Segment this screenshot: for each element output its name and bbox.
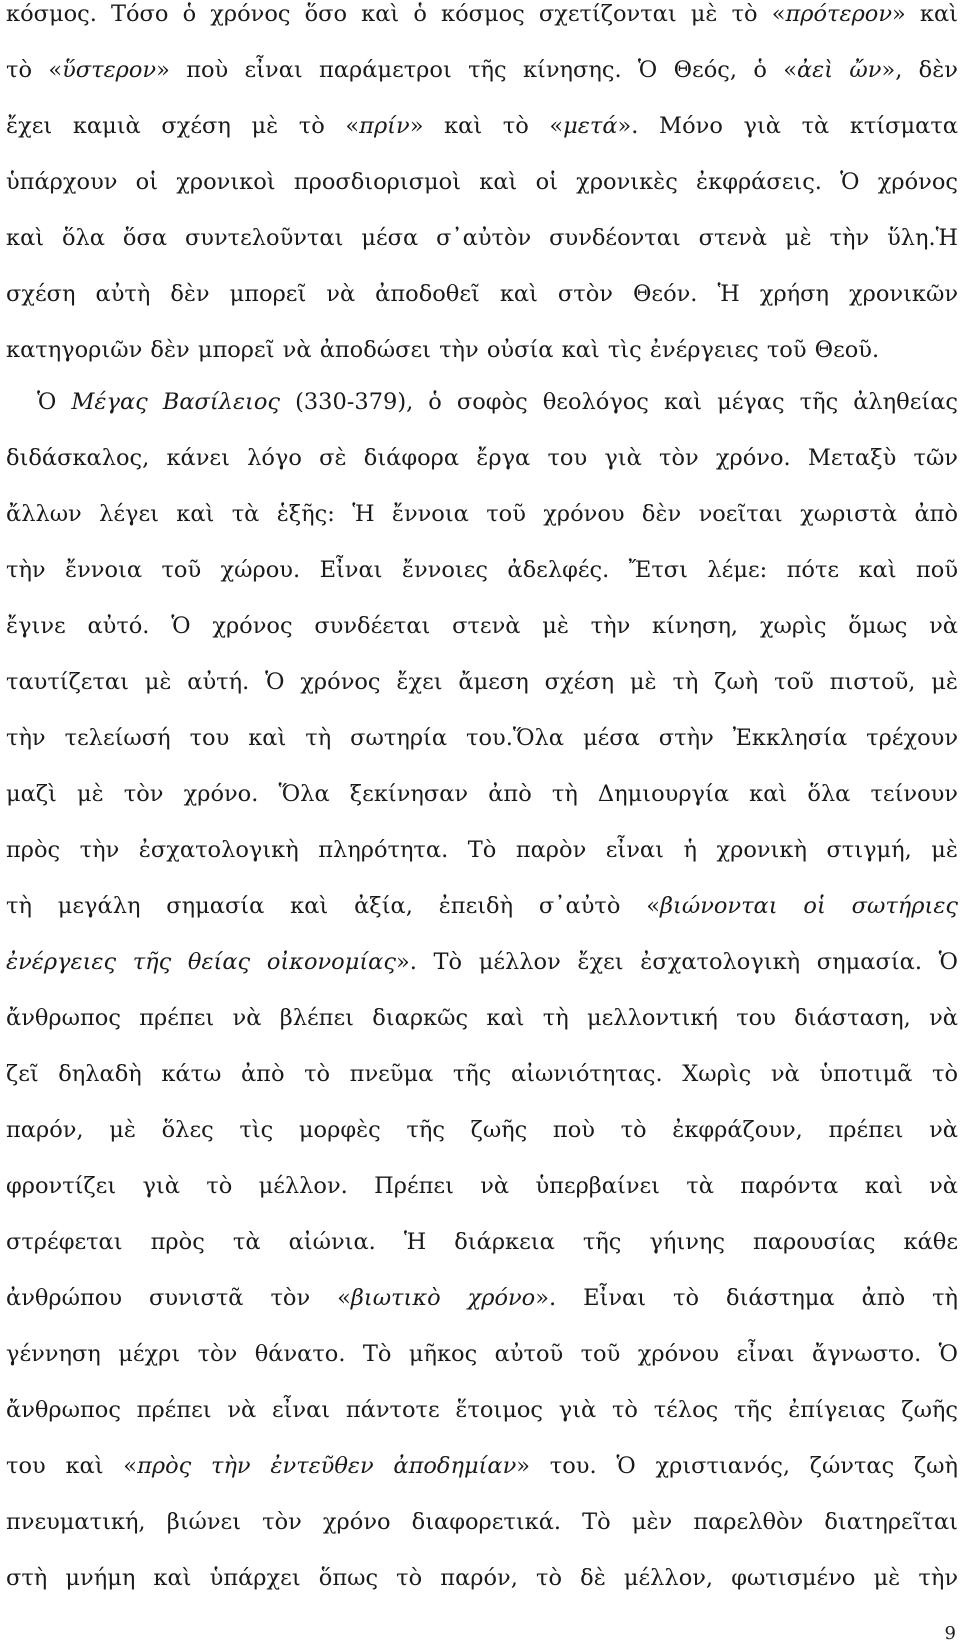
- text-run: τὸ «: [6, 57, 63, 83]
- text-run: ἔγινε αὐτό. Ὁ χρόνος συνδέεται στενὰ μὲ τὴν κίνηση, χωρὶς ὅμως νὰ: [6, 613, 958, 639]
- text-run: ». Τὸ μέλλον ἔχει ἐσχατολογικὴ σημασία. Ὁ: [395, 949, 958, 975]
- text-line: [6, 1396, 958, 1452]
- text-line: [6, 388, 958, 444]
- text-line: [6, 668, 958, 724]
- italic-text-run: Μέγας Βασίλειος: [71, 389, 281, 415]
- text-line: [6, 1284, 958, 1340]
- text-line: [6, 0, 958, 56]
- italic-text-run: ὕστερον: [62, 57, 157, 83]
- text-run: ἄνθρωπος πρέπει νὰ βλέπει διαρκῶς καὶ τὴ μελλοντική του διάσταση, νὰ: [6, 1005, 958, 1031]
- text-line: [6, 1116, 958, 1172]
- text-line: [6, 1172, 958, 1228]
- text-run: κόσμος. Τόσο ὁ χρόνος ὅσο καὶ ὁ κόσμος σχετίζονται μὲ τὸ «: [6, 1, 786, 27]
- text-run: τὴ μεγάλη σημασία καὶ ἀξία, ἐπειδὴ σ᾽αὐτὸ «: [6, 893, 661, 919]
- text-run: γέννηση μέχρι τὸν θάνατο. Τὸ μῆκος αὐτοῦ τοῦ χρόνου εἶναι ἄγνωστο. Ὁ: [6, 1341, 958, 1367]
- italic-text-run: ἀεὶ ὤν: [796, 57, 882, 83]
- text-line: [6, 224, 958, 280]
- text-line: [6, 892, 958, 948]
- text-run: παρόν, μὲ ὅλες τὶς μορφὲς τῆς ζωῆς ποὺ τὸ ἐκφράζουν, πρέπει νὰ: [6, 1117, 958, 1143]
- text-run: ζεῖ δηλαδὴ κάτω ἀπὸ τὸ πνεῦμα τῆς αἰωνιότητας. Χωρὶς νὰ ὑποτιμᾶ τὸ: [6, 1061, 958, 1087]
- italic-text-run: πρὸς τὴν ἐντεῦθεν ἀποδημίαν: [137, 1453, 517, 1479]
- text-line: [6, 1564, 958, 1620]
- text-line: [6, 556, 958, 612]
- italic-text-run: μετά: [563, 113, 618, 139]
- text-line: [6, 112, 958, 168]
- text-run: στὴ μνήμη καὶ ὑπάρχει ὅπως τὸ παρόν, τὸ δὲ μέλλον, φωτισμένο μὲ τὴν: [6, 1565, 958, 1591]
- text-run: τὴν ἔννοια τοῦ χώρου. Εἶναι ἔννοιες ἀδελφές. Ἔτσι λέμε: πότε καὶ ποῦ: [6, 557, 958, 583]
- text-run: ἔχει καμιὰ σχέση μὲ τὸ «: [6, 113, 360, 139]
- text-line: [6, 612, 958, 668]
- text-line: [6, 336, 958, 392]
- text-run: ἄνθρωπος πρέπει νὰ εἶναι πάντοτε ἕτοιμος γιὰ τὸ τέλος τῆς ἐπίγειας ζωῆς: [6, 1397, 958, 1423]
- text-run: Ὁ: [37, 389, 72, 415]
- text-line: [6, 1452, 958, 1508]
- text-line: [6, 280, 958, 336]
- text-run: καὶ ὅλα ὅσα συντελοῦνται μέσα σ᾽αὐτὸν συνδέονται στενὰ μὲ τὴν ὕλη.Ἡ: [6, 225, 958, 251]
- text-run: κατηγοριῶν δὲν μπορεῖ νὰ ἀποδώσει τὴν οὐσία καὶ τὶς ἐνέργειες τοῦ Θεοῦ.: [6, 337, 880, 363]
- text-run: στρέφεται πρὸς τὰ αἰώνια. Ἡ διάρκεια τῆς γήινης παρουσίας κάθε: [6, 1229, 958, 1255]
- italic-text-run: πρίν: [359, 113, 410, 139]
- text-line: [6, 1228, 958, 1284]
- text-run: πρὸς τὴν ἐσχατολογικὴ πληρότητα. Τὸ παρὸν εἶναι ἡ χρονικὴ στιγμή, μὲ: [6, 837, 958, 863]
- text-run: » καὶ: [892, 1, 959, 27]
- text-run: σχέση αὐτὴ δὲν μπορεῖ νὰ ἀποδοθεῖ καὶ στὸν Θεόν. Ἡ χρήση χρονικῶν: [6, 281, 958, 307]
- text-run: », δὲν: [881, 57, 958, 83]
- page-number: 9: [944, 1623, 956, 1644]
- text-run: φροντίζει γιὰ τὸ μέλλον. Πρέπει νὰ ὑπερβαίνει τὰ παρόντα καὶ νὰ: [6, 1173, 958, 1199]
- text-line: [6, 1004, 958, 1060]
- text-run: πνευματική, βιώνει τὸν χρόνο διαφορετικά. Τὸ μὲν παρελθὸν διατηρεῖται: [6, 1509, 958, 1535]
- text-run: ὑπάρχουν οἱ χρονικοὶ προσδιορισμοὶ καὶ οἱ χρονικὲς ἐκφράσεις. Ὁ χρόνος: [6, 169, 958, 195]
- paragraph-1: [6, 0, 958, 392]
- italic-text-run: βιωτικὸ χρόνο: [350, 1285, 536, 1311]
- text-line: [6, 1060, 958, 1116]
- text-line: [6, 836, 958, 892]
- italic-text-run: ἐνέργειες τῆς θείας οἰκονομίας: [6, 949, 396, 975]
- italic-text-run: πρότερον: [785, 1, 893, 27]
- text-run: ἄλλων λέγει καὶ τὰ ἑξῆς: Ἡ ἔννοια τοῦ χρόνου δὲν νοεῖται χωριστὰ ἀπὸ: [6, 501, 958, 527]
- text-run: τὴν τελείωσή του καὶ τὴ σωτηρία του.Ὅλα μέσα στὴν Ἐκκλησία τρέχουν: [6, 725, 958, 751]
- text-run: » ποὺ εἶναι παράμετροι τῆς κίνησης. Ὁ Θεός, ὁ «: [156, 57, 797, 83]
- text-run: διδάσκαλος, κάνει λόγο σὲ διάφορα ἔργα του γιὰ τὸν χρόνο. Μεταξὺ τῶν: [6, 445, 958, 471]
- text-line: [6, 1508, 958, 1564]
- text-run: του καὶ «: [6, 1453, 138, 1479]
- italic-text-run: βιώνονται οἱ σωτήριες: [660, 893, 959, 919]
- text-run: ». Μόνο γιὰ τὰ κτίσματα: [617, 113, 959, 139]
- text-run: » καὶ τὸ «: [409, 113, 564, 139]
- text-run: (330-379), ὁ σοφὸς θεολόγος καὶ μέγας τῆς ἀληθείας: [280, 389, 958, 415]
- text-line: [6, 1340, 958, 1396]
- paragraph-2: [6, 388, 958, 1620]
- text-line: [6, 780, 958, 836]
- text-line: [6, 444, 958, 500]
- text-line: [6, 56, 958, 112]
- text-run: » του. Ὁ χριστιανός, ζώντας ζωὴ: [516, 1453, 958, 1479]
- text-line: [6, 168, 958, 224]
- text-line: [6, 724, 958, 780]
- text-run: ». Εἶναι τὸ διάστημα ἀπὸ τὴ: [535, 1285, 959, 1311]
- text-run: ταυτίζεται μὲ αὐτή. Ὁ χρόνος ἔχει ἄμεση σχέση μὲ τὴ ζωὴ τοῦ πιστοῦ, μὲ: [6, 669, 958, 695]
- text-line: [6, 500, 958, 556]
- text-line: [6, 948, 958, 1004]
- text-run: ἀνθρώπου συνιστᾶ τὸν «: [6, 1285, 351, 1311]
- text-run: μαζὶ μὲ τὸν χρόνο. Ὅλα ξεκίνησαν ἀπὸ τὴ Δημιουργία καὶ ὅλα τείνουν: [6, 781, 958, 807]
